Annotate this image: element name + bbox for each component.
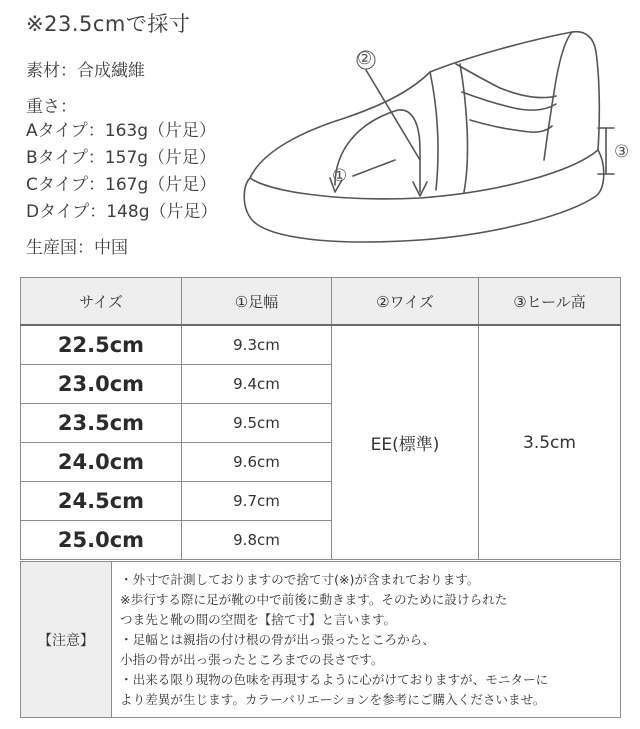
marker-1: ① [332,166,348,186]
width-cell: 9.5cm [182,404,332,443]
arrow-lead-1 [353,160,395,176]
shoe-toe [250,72,430,178]
width-cell: 9.3cm [182,325,332,365]
weight-item-a: Aタイプ：163g（片足） [26,121,217,141]
shoe-collar [430,32,599,150]
width-cell: 9.4cm [182,365,332,404]
size-cell: 25.0cm [21,521,182,560]
size-table [20,277,621,560]
size-table-header [21,278,621,326]
wise-cell: EE(標準) [332,325,479,560]
origin-text: 生産国：中国 [26,238,128,258]
width-cell: 9.6cm [182,443,332,482]
marker-2: ② [357,49,373,69]
weight-item-c: Cタイプ：167g（片足） [26,175,217,195]
weight-item-d: Dタイプ：148g（片足） [26,202,218,222]
width-cell: 9.8cm [182,521,332,560]
notes-line: ・外寸で計測しておりますので捨て寸(※)が含まれております。 [120,571,480,587]
size-cell: 23.0cm [21,365,182,404]
notes-line: ・出来る限り現物の色味を再現するように心がけておりますが、モニターに [120,671,549,687]
shoe-illustration [238,18,638,263]
notes-line: ・足幅とは親指の付け根の骨が出っ張ったところから、 [120,631,435,647]
arrow-width [335,110,420,192]
size-cell: 24.5cm [21,482,182,521]
shoe-gore [456,64,556,98]
marker-3: ③ [614,142,630,162]
size-cell: 24.0cm [21,443,182,482]
notes-label: 【注意】 [21,562,112,718]
measure-note: ※23.5cmで採寸 [26,12,191,36]
heel-cell: 3.5cm [479,325,621,560]
header-heel: ③ヒール高 [479,278,621,326]
notes-body [112,562,621,718]
notes-line: より差異が生じます。カラーバリエーションを参考にご購入くださいませ。 [120,691,546,707]
size-cell: 22.5cm [21,325,182,365]
size-cell: 23.5cm [21,404,182,443]
notes-line: ※歩行する際に足が靴の中で前後に動きます。そのために設けられた [120,591,508,607]
weight-label: 重さ： [26,97,77,117]
heel-height-arrow [598,128,614,174]
spec-info [26,8,190,38]
material-text: 素材：合成繊維 [26,61,145,81]
notes-line: 小指の骨が出っ張ったところまでの長さです。 [120,651,384,667]
weight-list [26,118,217,226]
weight-item-b: Bタイプ：157g（片足） [26,148,217,168]
table-row [21,325,621,365]
notes-line: つま先と靴の間の空間を【捨て寸】と言います。 [120,611,397,627]
header-width: ①足幅 [182,278,332,326]
width-cell: 9.7cm [182,482,332,521]
header-wise: ②ワイズ [332,278,479,326]
header-size: サイズ [21,278,182,326]
notes-box [20,561,621,718]
shoe-sole [244,150,604,242]
